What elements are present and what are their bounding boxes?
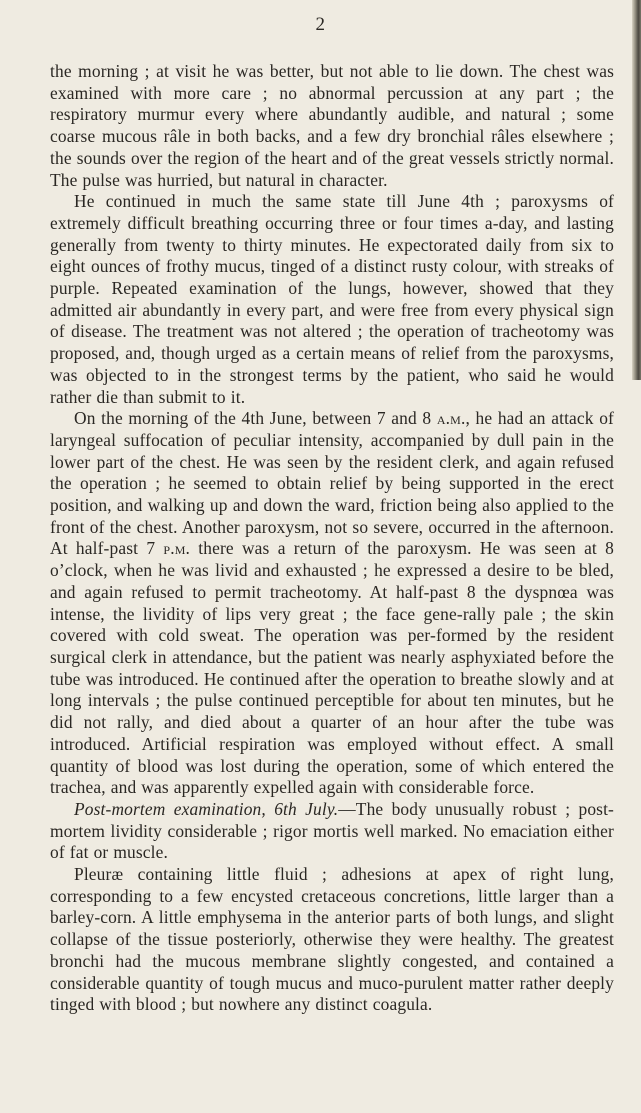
paragraph-3-part-b: , he had an attack of laryngeal suffocation of peculiar intensity, accompanied by dull pain in the lower part of the chest. He was seen by the resident clerk, and again refused the operation ; he seemed to obtain relief by being supported in the erect position, and walking up and down the ward, friction being also applied to the front of the chest. Another paroxysm, not so severe, occurred in the afternoon. At half-past 7 [50, 408, 614, 559]
page-number: 2 [315, 14, 326, 35]
page-edge-shadow [632, 0, 641, 380]
paragraph-4 [50, 799, 614, 864]
paragraph-3-part-c: there was a return of the paroxysm. He was seen at 8 o’clock, when he was livid and exhausted ; he expressed a desire to be bled, and again refused to permit tracheotomy. At half-past 8 the dyspnœa was intense, the lividity of lips very great ; the face gene-rally pale ; the skin covered with cold sweat. The operation was per-formed by the resident surgical clerk in attendance, but the patient was nearly asphyxiated before the tube was introduced. He continued after the operation to breathe slowly and at long intervals ; the pulse continued perceptible for about ten minutes, but he did not rally, and died about a quarter of an hour after the tube was introduced. Artificial respiration was employed without effect. A small quantity of blood was lost during the operation, some of which entered the trachea, and was apparently expelled again with considerable force. [50, 538, 614, 798]
paragraph-5: Pleuræ containing little fluid ; adhesions at apex of right lung, corresponding to a few encysted cretaceous concretions, little larger than a barley-corn. A little emphysema in the anterior parts of both lungs, and slight collapse of the tissue posteriorly, otherwise they were healthy. The greatest bronchi had the mucous membrane slightly congested, and contained a considerable quantity of tough mucus and muco-purulent matter rather deeply tinged with blood ; but nowhere any distinct coagula. [50, 864, 614, 1015]
paragraph-1: the morning ; at visit he was better, but not able to lie down. The chest was examined with more care ; no abnormal percussion at any part ; the respiratory murmur every where abundantly audible, and natural ; some coarse mucous râle in both backs, and a few dry bronchial râles elsewhere ; the sounds over the region of the heart and of the great vessels strictly normal. The pulse was hurried, but natural in character. [50, 61, 614, 190]
time-am: a.m. [436, 408, 466, 429]
section-heading-post-mortem: Post-mortem examination, 6th July. [74, 798, 339, 819]
paragraph-3 [50, 408, 614, 799]
time-pm: p.m. [163, 538, 191, 559]
paragraph-2: He continued in much the same state till June 4th ; paroxysms of extremely difficult breathing occurring three or four times a-day, and lasting generally from twenty to thirty minutes. He expectorated daily from six to eight ounces of frothy mucus, tinged of a distinct rusty colour, with streaks of purple. Repeated examination of the lungs, however, showed that they admitted air abundantly in every part, and were free from every physical sign of disease. The treatment was not altered ; the operation of tracheotomy was proposed, and, though urged as a certain means of relief from the paroxysms, was objected to in the strongest terms by the patient, who said he would rather die than submit to it. [50, 191, 614, 407]
paragraph-4-body: —The body unusually robust ; post-mortem lividity considerable ; rigor mortis well marked. No emaciation either of fat or muscle. [50, 798, 615, 863]
paragraph-3-part-a: On the morning of the 4th June, between 7 and 8 [74, 408, 437, 429]
body-text [50, 61, 614, 1016]
